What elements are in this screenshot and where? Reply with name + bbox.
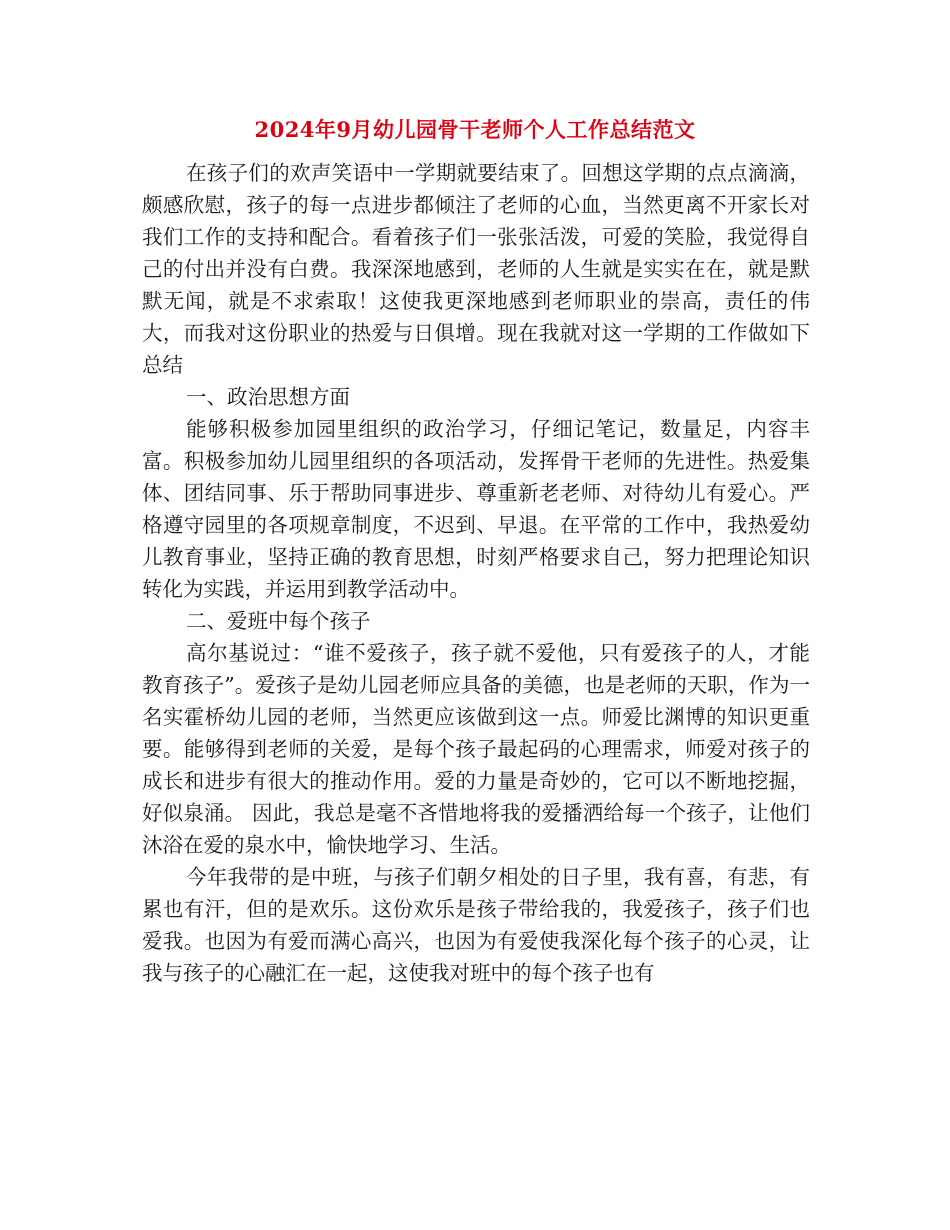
section-heading-political-thought: 一、政治思想方面 [186, 385, 350, 409]
document-body [142, 157, 810, 989]
paragraph-intro: 在孩子们的欢声笑语中一学期就要结束了。回想这学期的点点滴滴，颇感欣慰，孩子的每一点进步都倾注了老师的心血，当然更离不开家长对我们工作的支持和配合。看着孩子们一张张活泼，可爱的笑脸，我觉得自己的付出并没有白费。我深深地感到，老师的人生就是实实在在，就是默默无闻，就是不求索取！这使我更深地感到老师职业的崇高，责任的伟大，而我对这份职业的热爱与日俱增。现在我就对这一学期的工作做如下总结 [142, 161, 810, 377]
paragraph-political-thought: 能够积极参加园里组织的政治学习，仔细记笔记，数量足，内容丰富。积极参加幼儿园里组织的各项活动，发挥骨干老师的先进性。热爱集体、团结同事、乐于帮助同事进步、尊重新老老师、对待幼儿有爱心。严格遵守园里的各项规章制度，不迟到、早退。在平常的工作中，我热爱幼儿教育事业，坚持正确的教育思想，时刻严格要求自己，努力把理论知识转化为实践，并运用到教学活动中。 [142, 417, 810, 601]
paragraph-gorky-quote: 高尔基说过：“谁不爱孩子，孩子就不爱他，只有爱孩子的人，才能教育孩子”。爱孩子是幼儿园老师应具备的美德，也是老师的天职，作为一名实霍桥幼儿园的老师，当然更应该做到这一点。师爱比渊博的知识更重要。能够得到老师的关爱，是每个孩子最起码的心理需求，师爱对孩子的成长和进步有很大的推动作用。爱的力量是奇妙的，它可以不断地挖掘，好似泉涌。 因此，我总是毫不吝惜地将我的爱播洒给每一个孩子，让他们沐浴在爱的泉水中，愉快地学习、生活。 [142, 641, 810, 857]
document-title: 2024年9月幼儿园骨干老师个人工作总结范文 [254, 117, 696, 142]
paragraph-middle-class: 今年我带的是中班，与孩子们朝夕相处的日子里，我有喜，有悲，有累也有汗，但的是欢乐。这份欢乐是孩子带给我的，我爱孩子，孩子们也爱我。也因为有爱而满心高兴，也因为有爱使我深化每个孩子的心灵，让我与孩子的心融汇在一起，这使我对班中的每个孩子也有 [142, 865, 810, 985]
section-heading-love-children: 二、爱班中每个孩子 [186, 609, 371, 633]
